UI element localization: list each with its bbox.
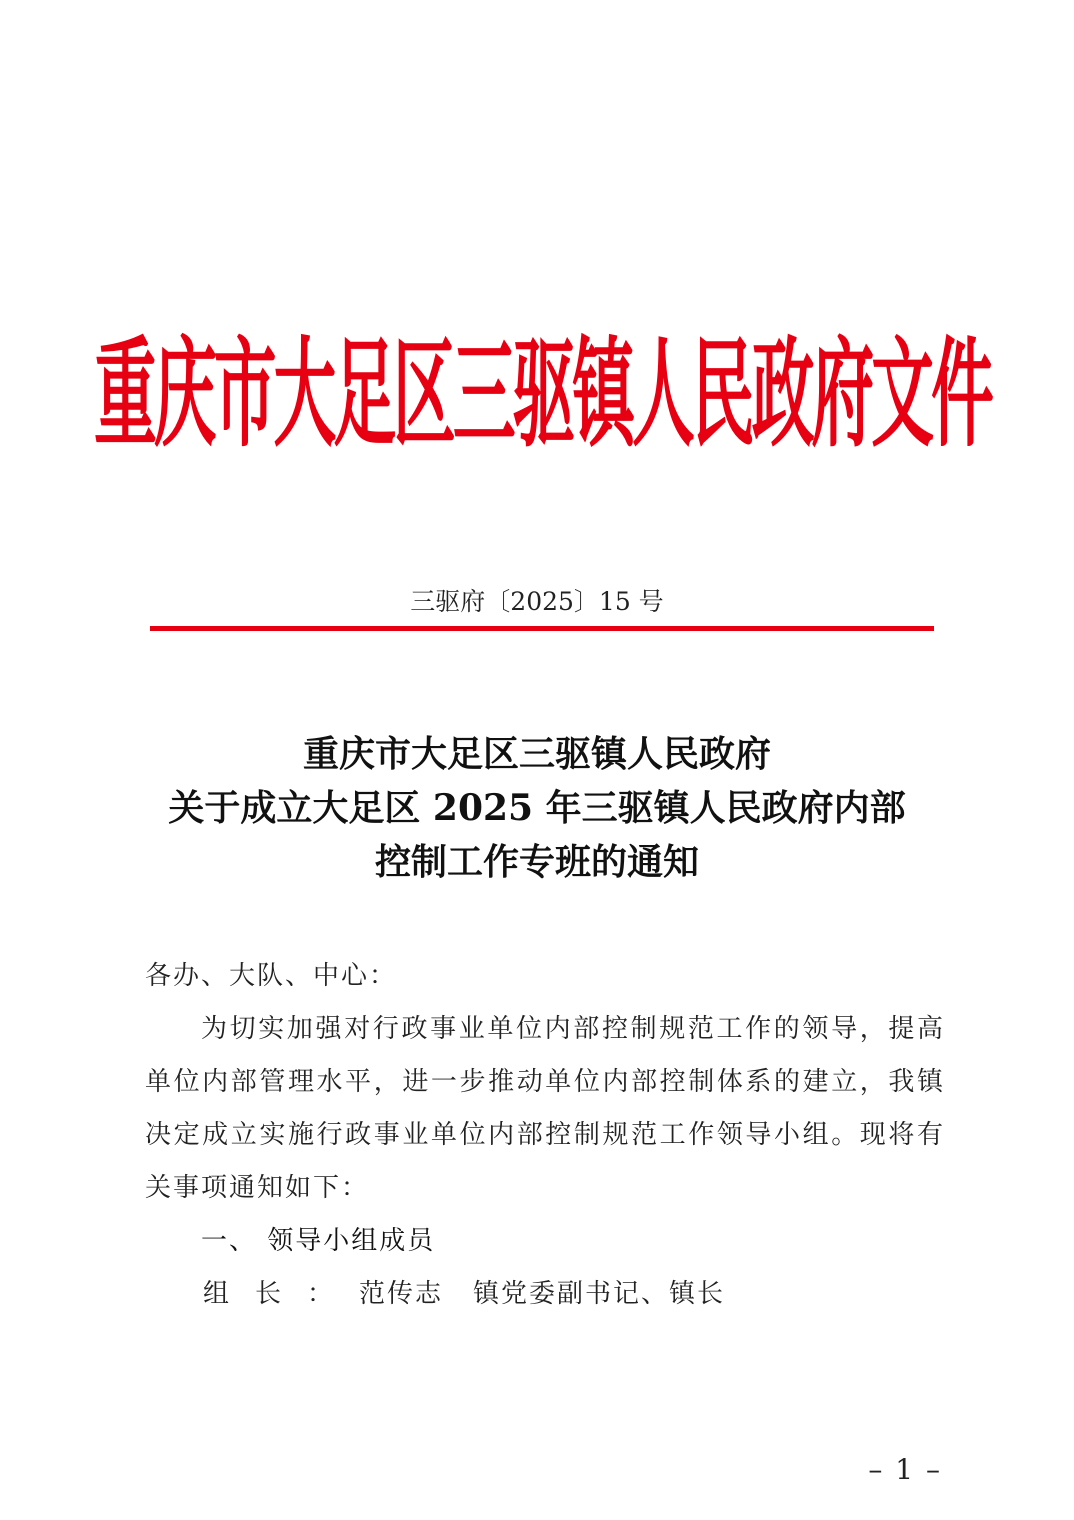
document-body <box>145 950 945 1321</box>
member-position: 镇党委副书记、镇长 <box>473 1279 726 1309</box>
salutation: 各办、大队、中心： <box>145 961 398 991</box>
document-title <box>100 727 974 889</box>
document-number: 三驱府〔2025〕15 号 <box>410 587 664 616</box>
paragraph-intro: 为切实加强对行政事业单位内部控制规范工作的领导，提高单位内部管理水平，进一步推动单位内部控制体系的建立，我镇决定成立实施行政事业单位内部控制规范工作领导小组。现将有关事项通知如下： <box>145 1014 945 1203</box>
title-line-1: 重庆市大足区三驱镇人民政府 <box>302 733 771 775</box>
masthead <box>93 300 991 470</box>
masthead-title: 重庆市大足区三驱镇人民政府文件 <box>93 327 991 465</box>
section-heading-leadership-group: 一、 领导小组成员 <box>201 1226 436 1256</box>
title-line-2: 关于成立大足区 2025 年三驱镇人民政府内部 <box>168 787 906 829</box>
page-number: – 1 – <box>868 1453 942 1486</box>
title-line-3: 控制工作专班的通知 <box>374 841 699 883</box>
member-row <box>145 1268 945 1321</box>
member-role: 组长： <box>203 1279 360 1309</box>
red-separator-line <box>150 626 934 631</box>
member-name: 范传志 <box>359 1279 444 1309</box>
